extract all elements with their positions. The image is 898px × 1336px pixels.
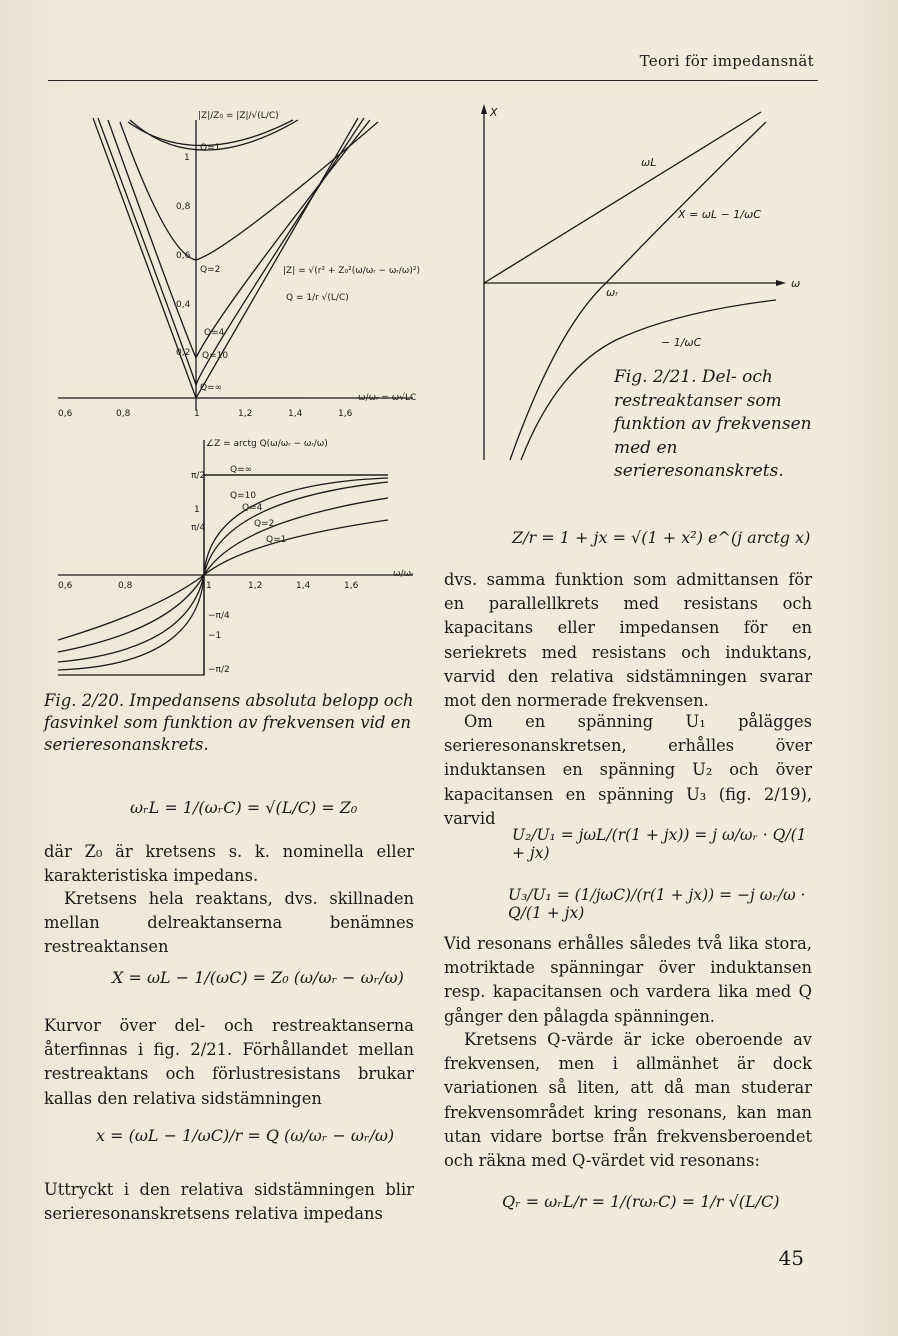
right-paragraph-2: Om en spänning U₁ pålägges serieresonanskretsen, erhålles över induktansen en spänning U₂ och över kapacitansen en spänning U₃ (fig. 2/19), varvid bbox=[444, 712, 812, 828]
equation-X: X = ωL − 1/(ωC) = Z₀ (ω/ωᵣ − ωᵣ/ω) bbox=[112, 968, 404, 987]
ytick: π/2 bbox=[191, 471, 206, 481]
xtick: 0,6 bbox=[58, 409, 73, 419]
xtick: 1,2 bbox=[238, 409, 253, 419]
x-axis-label: ω/ωᵣ = ω√LC bbox=[358, 393, 417, 403]
phase-curve-q-1 bbox=[58, 520, 388, 640]
page-number: 45 bbox=[778, 1246, 804, 1270]
curve-label: Q=2 bbox=[200, 265, 221, 275]
equation-wr: ωᵣL = 1/(ωᵣC) = √(L/C) = Z₀ bbox=[130, 798, 358, 817]
curve-q-4 bbox=[108, 120, 370, 358]
curve-label: Q=∞ bbox=[200, 383, 223, 393]
xtick: 1,2 bbox=[248, 581, 263, 591]
xtick: 0,6 bbox=[58, 581, 73, 591]
fig-2-20-caption: Fig. 2/20. Impedansens absoluta belopp och fasvinkel som funktion av frekvensen vid en serieresonanskrets. bbox=[44, 691, 414, 754]
ytick: −π/2 bbox=[208, 665, 230, 675]
right-paragraph-3: Vid resonans erhålles således två lika stora, motriktade spänningar över induktansen resp. kapacitansen och vardera lika med Q gånger den pålagda spänningen. bbox=[444, 934, 812, 1026]
xtick: 1,4 bbox=[296, 581, 311, 591]
curve-label: Q=4 bbox=[204, 328, 225, 338]
xtick: 1,6 bbox=[344, 581, 359, 591]
label-X: X = ωL − 1/ωC bbox=[678, 208, 761, 221]
xtick: 1,4 bbox=[288, 409, 303, 419]
fig-2-21-caption: Fig. 2/21. Del- och restreaktanser som funktion av frekvensen med en serieresonanskrets. bbox=[614, 367, 812, 481]
ytick: 0,6 bbox=[176, 251, 191, 261]
equation-Q: Qᵣ = ωᵣL/r = 1/(rωᵣC) = 1/r √(L/C) bbox=[502, 1192, 780, 1211]
xtick: 1 bbox=[206, 581, 212, 591]
left-paragraph-2: Kretsens hela reaktans, dvs. skillnaden mellan delreaktanserna benämnes restreaktansen bbox=[44, 889, 414, 957]
curve-q-1 bbox=[128, 120, 293, 146]
y-axis-label: X bbox=[490, 106, 498, 119]
header-rule bbox=[48, 80, 818, 81]
x-axis-label: ω bbox=[791, 277, 801, 290]
ytick: 1 bbox=[184, 153, 190, 163]
fig-2-20-magnitude-chart bbox=[58, 100, 428, 425]
right-paragraph-1: dvs. samma funktion som admittansen för en parallellkrets med resistans och kapacitans eller impedansen för en seriekrets med resistans och induktans, varvid den relativa sidstämningen svarar mot den normerade frekvensen. bbox=[444, 570, 812, 711]
phase-curve-q-4 bbox=[58, 482, 388, 662]
left-paragraph-3: Kurvor över del- och restreaktanserna återfinnas i fig. 2/21. Förhållandet mellan restreaktans och förlustresistans brukar kallas den relativa sidstämningen bbox=[44, 1016, 414, 1108]
label-inv-wC: − 1/ωC bbox=[661, 336, 702, 349]
equation-U2: U₂/U₁ = jωL/(r(1 + jx)) = j ω/ωᵣ · Q/(1 + jx) bbox=[512, 826, 807, 862]
x-axis-label: ω/ωᵣ bbox=[393, 569, 414, 579]
ytick: 1 bbox=[194, 505, 200, 515]
label-wr: ωᵣ bbox=[606, 286, 619, 299]
xtick: 0,8 bbox=[116, 409, 131, 419]
equation-Zr: Z/r = 1 + jx = √(1 + x²) e^(j arctg x) bbox=[512, 528, 811, 547]
y-axis-label: |Z|/Z₀ = |Z|/√(L/C) bbox=[198, 111, 279, 121]
left-paragraph-4: Uttryckt i den relativa sidstämningen blir serieresonanskretsens relativa impedans bbox=[44, 1180, 414, 1224]
curve-label: Q=10 bbox=[230, 491, 257, 501]
ytick: 0,4 bbox=[176, 300, 191, 310]
right-paragraph-4: Kretsens Q-värde är icke oberoende av frekvensen, men i allmänhet är dock variationen så liten, att då man studerar frekvensområdet kring resonans, kan man utan vidare bortse från frekvensberoendet och räkna med Q-värdet vid resonans: bbox=[444, 1030, 812, 1171]
formula-label: |Z| = √(r² + Z₀²(ω/ωᵣ − ωᵣ/ω)²) bbox=[283, 266, 420, 276]
curve-label: Q=4 bbox=[242, 503, 263, 513]
curve-wL bbox=[484, 112, 761, 283]
xtick: 1,6 bbox=[338, 409, 353, 419]
curve-label: Q=1 bbox=[266, 535, 287, 545]
equation-U3: U₃/U₁ = (1/jωC)/(r(1 + jx)) = −j ωᵣ/ω · Q/(1 + jx) bbox=[508, 886, 806, 922]
q-definition: Q = 1/r √(L/C) bbox=[286, 293, 349, 303]
curve-label: Q=10 bbox=[202, 351, 229, 361]
ytick: −π/4 bbox=[208, 611, 230, 621]
ytick: π/4 bbox=[191, 523, 206, 533]
label-wL: ωL bbox=[641, 156, 657, 169]
xtick: 0,8 bbox=[118, 581, 133, 591]
ytick: 0,8 bbox=[176, 202, 191, 212]
y-axis-label: ∠Z = arctg Q(ω/ωᵣ − ωᵣ/ω) bbox=[206, 439, 328, 449]
xtick: 1 bbox=[194, 409, 200, 419]
curve-q-10 bbox=[98, 118, 364, 385]
left-paragraph-1: där Z₀ är kretsens s. k. nominella eller karakteristiska impedans. bbox=[44, 842, 414, 886]
curve-label: Q=1 bbox=[200, 143, 221, 153]
ytick: 0,2 bbox=[176, 348, 191, 358]
running-header: Teori för impedansnät bbox=[639, 52, 814, 70]
equation-x: x = (ωL − 1/ωC)/r = Q (ω/ωᵣ − ωᵣ/ω) bbox=[96, 1126, 395, 1145]
curve-label: Q=∞ bbox=[230, 465, 253, 475]
ytick: −1 bbox=[208, 631, 222, 641]
fig-2-20-phase-chart bbox=[58, 430, 428, 680]
curve-label: Q=2 bbox=[254, 519, 275, 529]
